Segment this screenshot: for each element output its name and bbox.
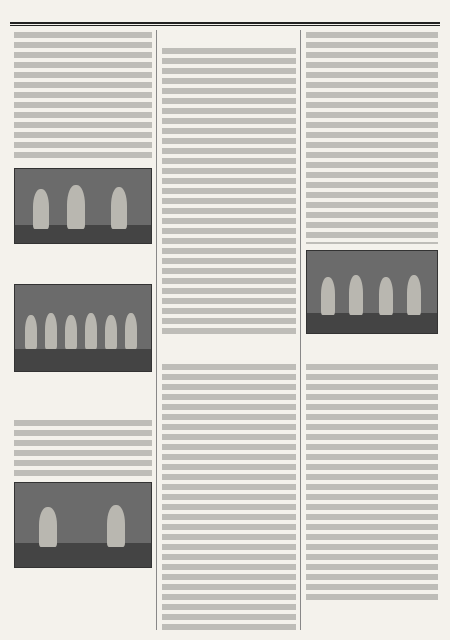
header-rule-thin [10, 25, 440, 26]
photo-ceremony [14, 168, 152, 244]
article2-title [162, 348, 296, 360]
photo-ceremony-caption [14, 248, 152, 278]
column3-text-2 [306, 364, 438, 602]
column-divider-2 [300, 30, 301, 630]
column-divider-1 [156, 30, 157, 630]
article1-body [162, 48, 296, 338]
photo-meeting [306, 250, 438, 334]
article1-title [162, 32, 296, 44]
photo-meeting-caption [306, 338, 438, 358]
column1-text-2 [14, 420, 152, 476]
photo-signing [14, 482, 152, 568]
header-page-number [376, 10, 436, 17]
header-rule-thick [10, 22, 440, 24]
masthead-title [186, 3, 266, 23]
article2-body [162, 364, 296, 630]
photo-group-caption [14, 376, 152, 416]
header-date [14, 10, 164, 17]
photo-signing-caption [14, 572, 152, 630]
photo-group [14, 284, 152, 372]
column3-text-1 [306, 32, 438, 244]
column1-intro-text [14, 32, 152, 158]
archive-watermark [240, 608, 430, 634]
